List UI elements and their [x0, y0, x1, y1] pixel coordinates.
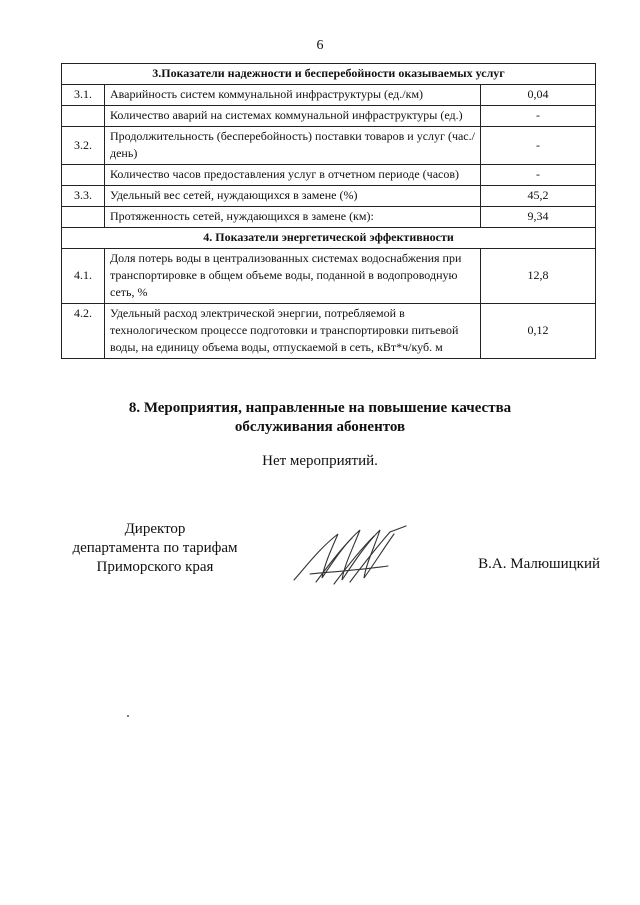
- row-number: 4.2.: [62, 304, 105, 359]
- section8-title-line2: обслуживания абонентов: [234, 419, 406, 435]
- row-number: [62, 207, 105, 228]
- position-line3: Приморского края: [96, 559, 214, 575]
- row-label: Удельный расход электрической энергии, потребляемой в технологическом процессе подготовки и транспортировки питьевой воды, на единицу объема воды, отпускаемой в сеть, кВт*ч/куб. м: [105, 304, 481, 359]
- row-number: [62, 106, 105, 127]
- table-section-header: [62, 228, 596, 249]
- section8-heading: [0, 399, 640, 437]
- row-label: Аварийность систем коммунальной инфраструктуры (ед./км): [105, 85, 481, 106]
- table-row: [62, 85, 596, 106]
- row-number: 3.2.: [62, 127, 105, 165]
- signer-name: В.А. Малюшицкий: [478, 556, 600, 572]
- row-number: 3.1.: [62, 85, 105, 106]
- section4-title: 4. Показатели энергетической эффективности: [62, 228, 596, 249]
- table-row: [62, 127, 596, 165]
- row-label: Доля потерь воды в централизованных системах водоснабжения при транспортировке в общем объеме воды, поданной в водопроводную сеть, %: [105, 249, 481, 304]
- table-row: [62, 249, 596, 304]
- position-line2: департамента по тарифам: [72, 540, 238, 556]
- position-line1: Директор: [124, 521, 186, 537]
- row-label: Протяженность сетей, нуждающихся в замене (км):: [105, 207, 481, 228]
- row-label: Количество часов предоставления услуг в отчетном периоде (часов): [105, 165, 481, 186]
- row-label: Количество аварий на системах коммунальной инфраструктуры (ед.): [105, 106, 481, 127]
- row-number: 3.3.: [62, 186, 105, 207]
- table-section-header: [62, 64, 596, 85]
- row-value: 0,12: [481, 304, 596, 359]
- row-value: -: [481, 165, 596, 186]
- row-number: 4.1.: [62, 249, 105, 304]
- row-value: 0,04: [481, 85, 596, 106]
- row-value: -: [481, 127, 596, 165]
- table-row: [62, 207, 596, 228]
- row-value: 9,34: [481, 207, 596, 228]
- row-label: Продолжительность (бесперебойность) поставки товаров и услуг (час./день): [105, 127, 481, 165]
- scan-speck: [127, 715, 129, 717]
- row-value: 12,8: [481, 249, 596, 304]
- table-row: [62, 304, 596, 359]
- table-row: [62, 186, 596, 207]
- handwritten-signature: [290, 522, 410, 592]
- row-value: -: [481, 106, 596, 127]
- section3-title: 3.Показатели надежности и бесперебойности оказываемых услуг: [62, 64, 596, 85]
- signer-position: [50, 520, 260, 577]
- page-number: 6: [316, 38, 324, 53]
- section8-body: Нет мероприятий.: [262, 453, 378, 469]
- table-row: [62, 106, 596, 127]
- table-row: [62, 165, 596, 186]
- indicators-table: [61, 63, 596, 359]
- row-label: Удельный вес сетей, нуждающихся в замене (%): [105, 186, 481, 207]
- section8-title-line1: 8. Мероприятия, направленные на повышение качества: [128, 400, 512, 416]
- row-value: 45,2: [481, 186, 596, 207]
- row-number: [62, 165, 105, 186]
